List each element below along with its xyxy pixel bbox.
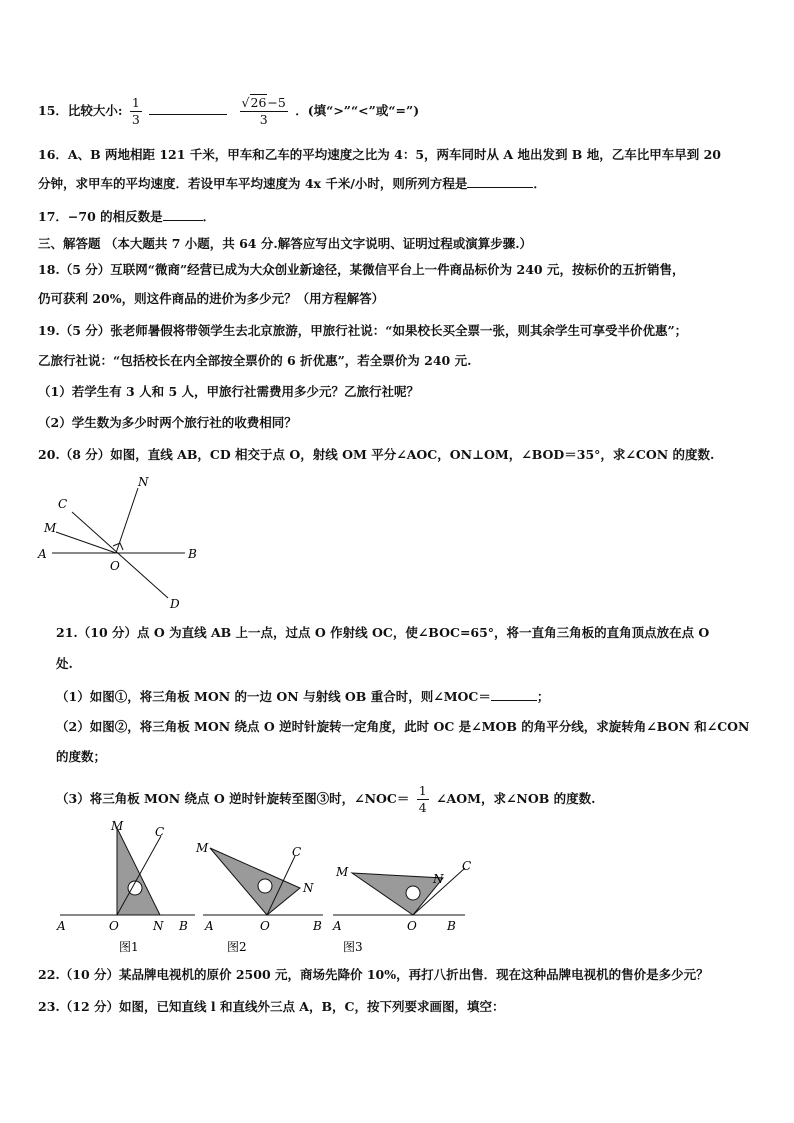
svg-text:M: M: [336, 865, 349, 879]
svg-text:A: A: [57, 919, 66, 933]
question-21-sub3: （3）将三角板 MON 绕点 O 逆时针旋转至图③时，∠NOC＝ $\frac{1}{4}$ ∠AOM，求∠NOB 的度数.: [56, 783, 596, 815]
triangle-mon-2: [210, 848, 300, 915]
figures-q21: [55, 818, 475, 958]
answer-blank-21[interactable]: [491, 688, 537, 701]
answer-blank-15[interactable]: [149, 102, 227, 115]
question-15: 15．比较大小: $\frac{1}{3}$ $\frac{√26-5}{3}$ ．(填“>”“<”或“=”): [38, 95, 420, 127]
svg-text:N: N: [153, 919, 164, 933]
svg-text:N: N: [433, 872, 444, 886]
question-17: 17．−70 的相反数是 ．: [38, 209, 216, 224]
question-20: 20.（8 分）如图，直线 AB，CD 相交于点 O，射线 OM 平分∠AOC，ON⊥OM，∠BOD＝35°，求∠CON 的度数.: [38, 447, 715, 462]
label-m: M: [44, 521, 57, 535]
fraction-one-quarter: $\frac{1}{4}$: [418, 783, 427, 815]
fraction-root-expression: $\frac{√26-5}{3}$: [241, 95, 286, 127]
ray-om: [56, 532, 116, 553]
svg-text:O: O: [109, 919, 119, 933]
label-n: N: [138, 475, 149, 489]
triangle-mon-1: [117, 828, 160, 915]
question-16-line2: 分钟，求甲车的平均速度．若设甲车平均速度为 4x 千米/小时，则所列方程是 ．: [38, 176, 546, 191]
label-d: D: [170, 597, 180, 611]
fraction-one-third: $\frac{1}{3}$: [131, 95, 140, 127]
svg-text:O: O: [407, 919, 417, 933]
label-o: O: [110, 559, 120, 573]
svg-text:M: M: [196, 841, 209, 855]
question-16-line1: 16．A、B 两地相距 121 千米，甲车和乙车的平均速度之比为 4：5，两车同时从 A 地出发到 B 地，乙车比甲车早到 20: [38, 147, 721, 162]
question-19-sub2: （2）学生数为多少时两个旅行社的收费相同？: [38, 415, 297, 430]
line-cd: [72, 512, 168, 598]
svg-text:B: B: [447, 919, 456, 933]
answer-blank-16[interactable]: [467, 175, 533, 188]
triangle-mon-3: [352, 873, 443, 915]
question-21-sub2-line2: 的度数；: [56, 749, 107, 764]
question-18-line1: 18.（5 分）互联网“微商”经营已成为大众创业新途径，某微信平台上一件商品标价为 240 元，按标价的五折销售，: [38, 262, 685, 277]
question-22: 22.（10 分）某品牌电视机的原价 2500 元，商场先降价 10%，再打八折出售．现在这种品牌电视机的售价是多少元？: [38, 967, 709, 982]
svg-text:C: C: [292, 845, 302, 859]
figure-2: [195, 841, 323, 954]
svg-text:O: O: [260, 919, 270, 933]
question-21-sub2-line1: （2）如图②，将三角板 MON 绕点 O 逆时针旋转一定角度，此时 OC 是∠MOB 的角平分线，求旋转角∠BON 和∠CON: [56, 719, 750, 734]
figure-3: [332, 859, 471, 954]
section-3-heading: 三、解答题 （本大题共 7 小题，共 64 分.解答应写出文字说明、证明过程或演算步骤.）: [38, 236, 533, 251]
caption-fig3: 图3: [343, 940, 363, 954]
caption-fig1: 图1: [119, 940, 139, 954]
question-19-sub1: （1）若学生有 3 人和 5 人，甲旅行社需费用多少元？乙旅行社呢？: [38, 384, 420, 399]
svg-text:N: N: [303, 881, 314, 895]
svg-text:A: A: [333, 919, 342, 933]
figure-q20: [30, 470, 210, 615]
label-b: B: [188, 547, 197, 561]
question-23: 23.（12 分）如图，已知直线 l 和直线外三点 A，B，C，按下列要求画图，填空：: [38, 999, 505, 1014]
question-19-line1: 19.（5 分）张老师暑假将带领学生去北京旅游，甲旅行社说：“如果校长买全票一张，则其余学生可享受半价优惠”；: [38, 323, 688, 338]
answer-blank-17[interactable]: [163, 208, 203, 221]
question-18-line2: 仍可获利 20%，则这件商品的进价为多少元？（用方程解答）: [38, 291, 385, 306]
question-19-line2: 乙旅行社说：“包括校长在内全部按全票价的 6 折优惠”，若全票价为 240 元.: [38, 353, 472, 368]
svg-text:C: C: [462, 859, 472, 873]
svg-text:B: B: [313, 919, 322, 933]
svg-text:M: M: [111, 819, 124, 833]
svg-text:A: A: [205, 919, 214, 933]
svg-text:C: C: [155, 825, 165, 839]
question-21-line2: 处.: [56, 656, 73, 671]
question-21-sub1: （1）如图①，将三角板 MON 的一边 ON 与射线 OB 重合时，则∠MOC＝ ；: [56, 689, 550, 704]
label-c: C: [58, 497, 68, 511]
question-21-line1: 21.（10 分）点 O 为直线 AB 上一点，过点 O 作射线 OC，使∠BOC=65°，将一直角三角板的直角顶点放在点 O: [56, 625, 710, 640]
label-a: A: [38, 547, 47, 561]
svg-text:B: B: [179, 919, 188, 933]
caption-fig2: 图2: [227, 940, 247, 954]
figure-1: [56, 819, 195, 954]
